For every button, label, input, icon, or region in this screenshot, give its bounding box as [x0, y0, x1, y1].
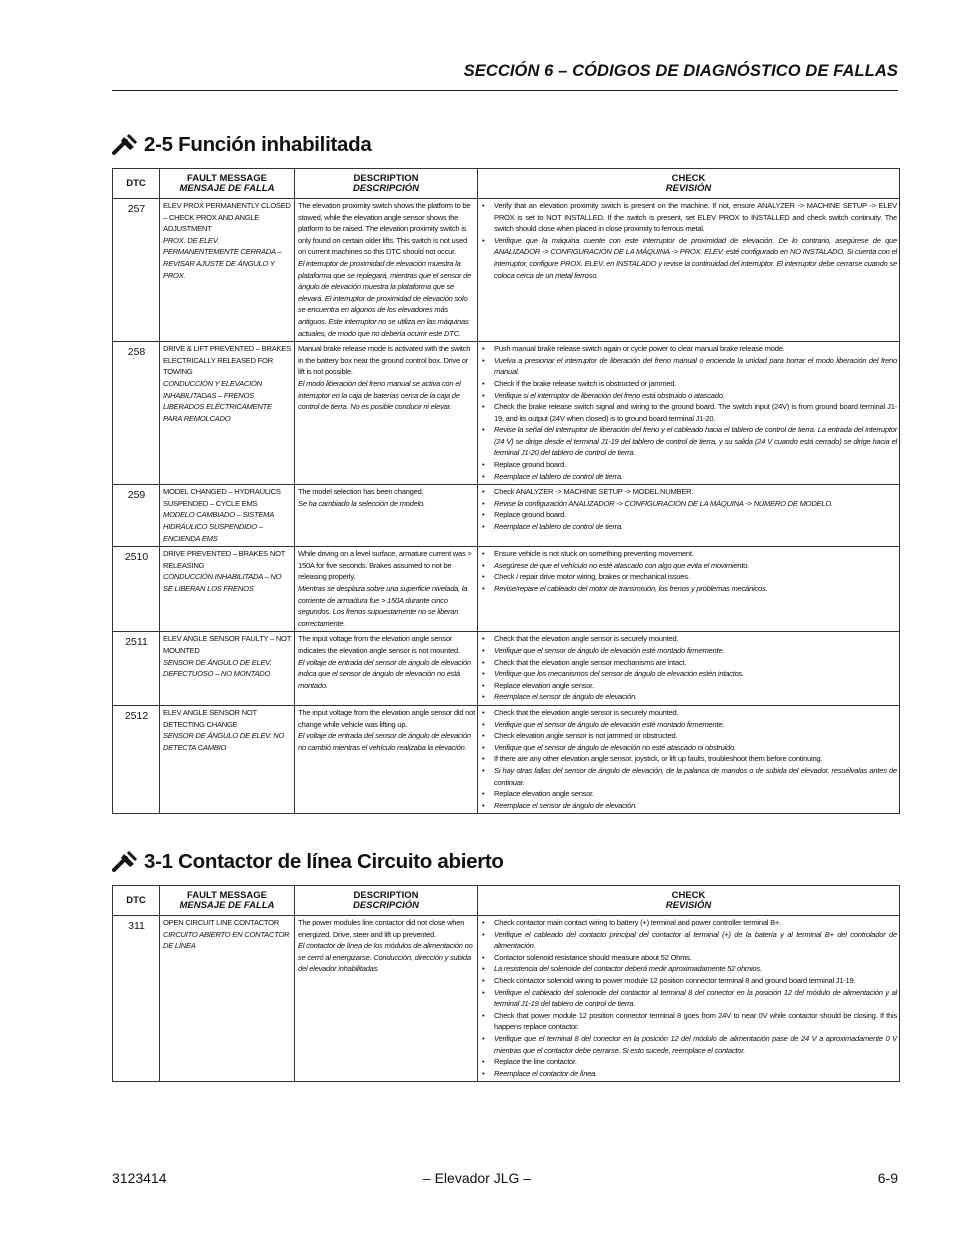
table-row [113, 632, 900, 706]
dtc-code: 259 [113, 485, 160, 547]
wrench-icon [112, 133, 138, 157]
fault-message-en: DRIVE PREVENTED – BRAKES NOT RELEASING [163, 549, 285, 570]
check-item: • Reemplace el sensor de ángulo de elevación. [481, 800, 897, 812]
check-item: • Check the brake release switch signal and wiring to the ground board. The switch input (24V) is from ground board terminal J1-19, and its output (24V when closed) is to ground board terminal J1-20. [481, 401, 897, 424]
dtc-code: 2511 [113, 632, 160, 706]
check-item: • Revise/repare el cableado del motor de transmisión, los frenos y problemas mecánicos. [481, 583, 897, 595]
dtc-code: 2510 [113, 547, 160, 632]
fault-message [160, 916, 295, 1082]
section-2-title [112, 850, 504, 874]
check-item: • Reemplace el sensor de ángulo de elevación. [481, 691, 897, 703]
check-item: • Si hay otras fallas del sensor de ángulo de elevación, de la palanca de mandos o de subida del elevador, resuélvalas antes de continuar. [481, 765, 897, 788]
description [295, 705, 478, 813]
table-row [113, 342, 900, 485]
description-es: El interruptor de proximidad de elevación muestra la plataforma que se replegará, mientras que el sensor de ángulo de elevación muestra la plataforma que se elevará. El interruptor de proximidad de elevación solo se encuentra en algunos de los elevadores más antiguos. Este interruptor no se utiliza en las máquinas actuales, de modo que no debería ocurrir este DTC. [298, 258, 472, 338]
check-item: • La resistencia del solenoide del contactor deberá medir aproximadamente 52 ohmios. [481, 963, 897, 975]
check-list [478, 342, 900, 485]
description-es: El contactor de línea de los módulos de alimentación no se cerró al energizarse. Conducción, dirección y subida del elevador inhabilitadas. [298, 941, 473, 974]
fault-message-en: ELEV ANGLE SENSOR FAULTY – NOT MOUNTED [163, 634, 291, 655]
check-item: • Verifique que el sensor de ángulo de elevación esté montado firmemente. [481, 719, 897, 731]
check-item: • Reemplace el tablero de control de tierra. [481, 521, 897, 533]
col-fault: FAULT MESSAGE MENSAJE DE FALLA [160, 886, 295, 916]
check-list [478, 547, 900, 632]
description [295, 547, 478, 632]
fault-message-es: SENSOR DE ÁNGULO DE ELEV. NO DETECTA CAMBIO [163, 731, 285, 752]
table-header-row [113, 169, 900, 199]
section-1-title [112, 133, 371, 157]
fault-message-en: ELEV PROX PERMANENTLY CLOSED – CHECK PROX AND ANGLE ADJUSTMENT [163, 201, 291, 234]
col-desc: DESCRIPTION DESCRIPCIÓN [295, 886, 478, 916]
check-item: • Replace the line contactor. [481, 1056, 897, 1068]
check-item: • Verifique que los mecanismos del sensor de ángulo de elevación estén intactos. [481, 668, 897, 680]
col-dtc: DTC [113, 886, 160, 916]
check-item: • Check that power module 12 position connector terminal 8 goes from 24V to near 0V while contactor should be closing. If this happens replace contactor. [481, 1010, 897, 1033]
fault-message-es: CONDUCCIÓN Y ELEVACIÓN INHABILITADAS – FRENOS LIBERADOS ELÉCTRICAMENTE PARA REMOLCADO [163, 378, 272, 423]
check-item: • Check / repair drive motor wiring, brakes or mechanical issues. [481, 571, 897, 583]
dtc-code: 258 [113, 342, 160, 485]
fault-message [160, 342, 295, 485]
fault-message [160, 705, 295, 813]
check-item: • Verifique que el terminal 8 del conector en la posición 12 del módulo de alimentación pase de 24 V a aproximadamente 0 V mientras que el contactor debe cerrarse. Si esto sucede, reemplace el contactor. [481, 1033, 897, 1056]
check-list [478, 199, 900, 342]
check-item: • Replace ground board. [481, 509, 897, 521]
fault-message [160, 547, 295, 632]
check-item: • Revise la configuración ANALIZADOR -> CONFIGURACIÓN DE LA MÁQUINA -> NÚMERO DE MODELO. [481, 498, 897, 510]
check-list [478, 705, 900, 813]
check-list [478, 632, 900, 706]
col-desc: DESCRIPTION DESCRIPCIÓN [295, 169, 478, 199]
description-en: The input voltage from the elevation angle sensor did not change while vehicle was lifting up. [298, 707, 475, 729]
check-item: • Ensure vehicle is not stuck on something preventing movement. [481, 548, 897, 560]
description-es: El voltaje de entrada del sensor de ángulo de elevación no cambió mientras el vehículo realizaba la elevación. [298, 731, 471, 752]
page-header [112, 62, 898, 91]
table-row [113, 485, 900, 547]
check-item: • Replace elevation angle sensor. [481, 788, 897, 800]
check-item: • Verifique que la máquina cuente con este interruptor de proximidad de elevación. De lo contrario, asegúrese de que ANALIZADOR -> CONFIGURACIÓN DE LA MÁQUINA -> PROX. ELEV. esté configurado en NO INSTALADO. Si cuenta con el interruptor, configure PROX. ELEV. en INSTALADO y revise la continuidad del interruptor. El interruptor debe cerrarse cuando se coloca cerca de un metal ferroso. [481, 235, 897, 281]
check-item: • Verifique el cableado del contacto principal del contactor al terminal (+) de la batería y al terminal B+ del controlador de alimentación. [481, 929, 897, 952]
fault-message-es: CIRCUITO ABIERTO EN CONTACTOR DE LÍNEA [163, 929, 290, 951]
table-header-row [113, 886, 900, 916]
description [295, 632, 478, 706]
check-item: • Push manual brake release switch again or cycle power to clear manual brake release mode. [481, 343, 897, 355]
check-item: • Check that the elevation angle sensor is securely mounted. [481, 707, 897, 719]
description-en: The input voltage from the elevation angle sensor indicates the elevation angle sensor is not mounted. [298, 634, 460, 655]
check-item: • Vuelva a presionar el interruptor de liberación del freno manual o encienda la unidad para borrar el modo liberación del freno manual. [481, 355, 897, 378]
description-en: The model selection has been changed. [298, 487, 424, 497]
check-list [478, 916, 900, 1082]
check-item: • Verifique si el interruptor de liberación del freno está obstruido o atascado. [481, 390, 897, 402]
check-list [478, 485, 900, 547]
col-dtc: DTC [113, 169, 160, 199]
check-item: • Verifique que el sensor de ángulo de elevación no esté atascado ni obstruido. [481, 742, 897, 754]
fault-message-en: OPEN CIRCUIT LINE CONTACTOR [163, 918, 280, 927]
description-es: El voltaje de entrada del sensor de ángulo de elevación indica que el sensor de ángulo de elevación no está montado. [298, 657, 471, 690]
table-row [113, 199, 900, 342]
check-item: • Check contactor main contact wiring to battery (+) terminal and power controller terminal B+. [481, 917, 897, 929]
description-en: The elevation proximity switch shows the platform to be stowed, while the elevation angle sensor shows the platform to be raised. The elevation proximity switch is only found on certain older lifts. This switch is not used on current machines so this DTC should not occur. [298, 201, 471, 257]
fault-message [160, 485, 295, 547]
fault-message-en: ELEV ANGLE SENSOR NOT DETECTING CHANGE [163, 707, 257, 729]
description [295, 485, 478, 547]
description-en: The power modules line contactor did not close when energized. Drive, steer and lift up prevented. [298, 918, 465, 939]
fault-message-es: CONDUCCIÓN INHABILITADA – NO SE LIBERAN LOS FRENOS [163, 572, 282, 593]
check-item: • Replace ground board. [481, 459, 897, 471]
col-check: CHECK REVISIÓN [478, 169, 900, 199]
check-item: • Asegúrese de que el vehículo no esté atascado con algo que evita el movimiento. [481, 560, 897, 572]
fault-message-es: SENSOR DE ÁNGULO DE ELEV. DEFECTUOSO – NO MONTADO [163, 657, 272, 679]
dtc-table-2 [112, 885, 900, 1082]
dtc-table-1 [112, 168, 900, 814]
fault-message-en: MODEL CHANGED – HYDRAULICS SUSPENDED – CYCLE EMS [163, 487, 281, 508]
fault-message [160, 632, 295, 706]
fault-message-es: MODELO CAMBIADO – SISTEMA HIDRÁULICO SUSPENDIDO – ENCIENDA EMS [163, 510, 274, 543]
check-item: • Check contactor solenoid wiring to power module 12 position connector terminal 8 and ground board terminal J1-19. [481, 975, 897, 987]
check-item: • Replace elevation angle sensor. [481, 680, 897, 692]
description [295, 199, 478, 342]
description-en: While driving on a level surface, armature current was > 150A for five seconds. Brakes assumed to not be releasing properly. [298, 549, 472, 582]
fault-message-es: PROX. DE ELEV. PERMANENTEMENTE CERRADA – REVISAR AJUSTE DE ÁNGULO Y PROX. [163, 235, 282, 280]
section-2-heading: 3-1 Contactor de línea Circuito abierto [144, 850, 504, 873]
check-item: • Check if the brake release switch is obstructed or jammed. [481, 378, 897, 390]
check-item: • Verifique el cableado del solenoide del contactor al terminal 8 del conector en la posición 12 del módulo de alimentación y al terminal J1-19 del tablero de control de tierra. [481, 987, 897, 1010]
table-row [113, 916, 900, 1082]
fault-message [160, 199, 295, 342]
dtc-code: 2512 [113, 705, 160, 813]
dtc-code: 257 [113, 199, 160, 342]
check-item: • Verify that an elevation proximity switch is present on the machine. If not, ensure ANALYZER -> MACHINE SETUP -> ELEV PROX is set to NOT INSTALLED. If the switch is present, set ELEV PROX to INSTALLED and check switch continuity. The switch should close when placed in close proximity to ferrous metal. [481, 200, 897, 235]
wrench-icon [112, 850, 138, 874]
check-item: • Check that the elevation angle sensor mechanisms are intact. [481, 657, 897, 669]
description [295, 916, 478, 1082]
check-item: • Contactor solenoid resistance should measure about 52 Ohms. [481, 952, 897, 964]
check-item: • Reemplace el contactor de línea. [481, 1068, 897, 1080]
col-fault: FAULT MESSAGE MENSAJE DE FALLA [160, 169, 295, 199]
check-item: • If there are any other elevation angle sensor, joystick, or lift up faults, troubleshoot them before continuing. [481, 753, 897, 765]
check-item: • Verifique que el sensor de ángulo de elevación esté montado firmemente. [481, 645, 897, 657]
footer-page-number: 6-9 [877, 1170, 898, 1186]
description [295, 342, 478, 485]
check-item: • Reemplace el tablero de control de tierra. [481, 471, 897, 483]
fault-message-en: DRIVE & LIFT PREVENTED – BRAKES ELECTRICALLY RELEASED FOR TOWING [163, 344, 291, 377]
col-check: CHECK REVISIÓN [478, 886, 900, 916]
dtc-code: 311 [113, 916, 160, 1082]
check-item: • Check ANALYZER -> MACHINE SETUP -> MODEL NUMBER. [481, 486, 897, 498]
section-heading: SECCIÓN 6 – CÓDIGOS DE DIAGNÓSTICO DE FALLAS [463, 62, 898, 80]
check-item: • Revise la señal del interruptor de liberación del freno y el cableado hacia el tablero de control de tierra. La entrada del interruptor (24 V) se dirige desde el terminal J1-19 del tablero de control de tierra, y su salida (24 V cuando está cerrado) se dirige hacia el terminal J1-20 del tablero de control de tierra. [481, 424, 897, 459]
table-row [113, 547, 900, 632]
footer-doc-number: 3123414 [112, 1170, 167, 1186]
table-row [113, 705, 900, 813]
section-1-heading: 2-5 Función inhabilitada [144, 133, 372, 156]
description-es: El modo liberación del freno manual se activa con el interruptor en la caja de baterías cerca de la caja de control de tierra. No es posible conducir ni elevar. [298, 378, 461, 412]
description-es: Se ha cambiado la selección de modelo. [298, 498, 425, 508]
check-item: • Check that the elevation angle sensor is securely mounted. [481, 633, 897, 645]
description-es: Mientras se desplaza sobre una superficie nivelada, la corriente de armadura fue > 150A durante cinco segundos. Los frenos supuestamente no se liberan correctamente. [298, 584, 468, 628]
check-item: • Check elevation angle sensor is not jammed or obstructed. [481, 730, 897, 742]
footer-center: – Elevador JLG – [422, 1170, 532, 1186]
description-en: Manual brake release mode is activated with the switch in the battery box near the ground control box. Drive or lift is not possible. [298, 344, 471, 377]
